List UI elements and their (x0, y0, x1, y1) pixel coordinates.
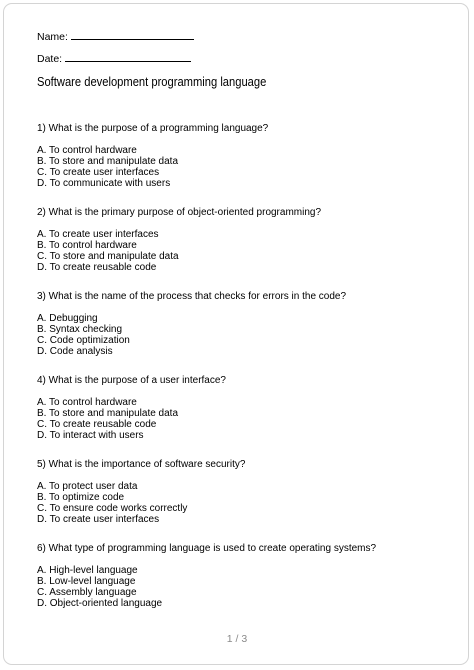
option-c: C. Assembly language (37, 587, 137, 598)
date-blank-line (65, 50, 191, 62)
question-6 (37, 543, 376, 609)
option-c: C. Code optimization (37, 335, 130, 346)
name-blank-line (71, 28, 194, 40)
option-b: B. To store and manipulate data (37, 156, 179, 167)
option-a: A. Debugging (37, 313, 98, 324)
option-b: B. To store and manipulate data (37, 408, 179, 419)
question-text: 1) What is the purpose of a programming language? (37, 123, 269, 134)
option-b: B. To optimize code (37, 492, 125, 503)
question-text: 6) What type of programming language is used to create operating systems? (37, 543, 377, 554)
question-text: 3) What is the name of the process that checks for errors in the code? (37, 291, 347, 302)
page-indicator: 1 / 3 (226, 633, 248, 645)
option-b: B. Low-level language (37, 576, 136, 587)
option-a: A. To protect user data (37, 481, 138, 492)
option-d: D. Code analysis (37, 346, 113, 357)
option-d: D. To communicate with users (37, 178, 171, 189)
date-label: Date: (37, 53, 63, 65)
question-text: 2) What is the primary purpose of object-oriented programming? (37, 207, 322, 218)
option-a: A. To control hardware (37, 145, 137, 156)
answer-options (37, 313, 346, 357)
question-2 (37, 207, 321, 273)
question-text: 5) What is the importance of software security? (37, 459, 246, 470)
option-c: C. To create reusable code (37, 419, 157, 430)
option-a: A. High-level language (37, 565, 138, 576)
name-label: Name: (37, 31, 68, 43)
answer-options (37, 481, 245, 525)
option-d: D. Object-oriented language (37, 598, 163, 609)
option-b: B. To control hardware (37, 240, 137, 251)
name-field (37, 28, 194, 44)
option-a: A. To control hardware (37, 397, 137, 408)
option-d: D. To create user interfaces (37, 514, 160, 525)
question-1 (37, 123, 268, 189)
answer-options (37, 565, 376, 609)
option-c: C. To store and manipulate data (37, 251, 179, 262)
answer-options (37, 145, 268, 189)
option-c: C. To ensure code works correctly (37, 503, 188, 514)
option-b: B. Syntax checking (37, 324, 123, 335)
option-d: D. To create reusable code (37, 262, 157, 273)
option-a: A. To create user interfaces (37, 229, 159, 240)
question-4 (37, 375, 226, 441)
date-field (37, 50, 191, 66)
answer-options (37, 229, 321, 273)
worksheet-title: Software development programming language (37, 74, 267, 89)
option-d: D. To interact with users (37, 430, 144, 441)
question-3 (37, 291, 346, 357)
option-c: C. To create user interfaces (37, 167, 160, 178)
question-text: 4) What is the purpose of a user interface? (37, 375, 226, 386)
question-5 (37, 459, 245, 525)
answer-options (37, 397, 226, 441)
